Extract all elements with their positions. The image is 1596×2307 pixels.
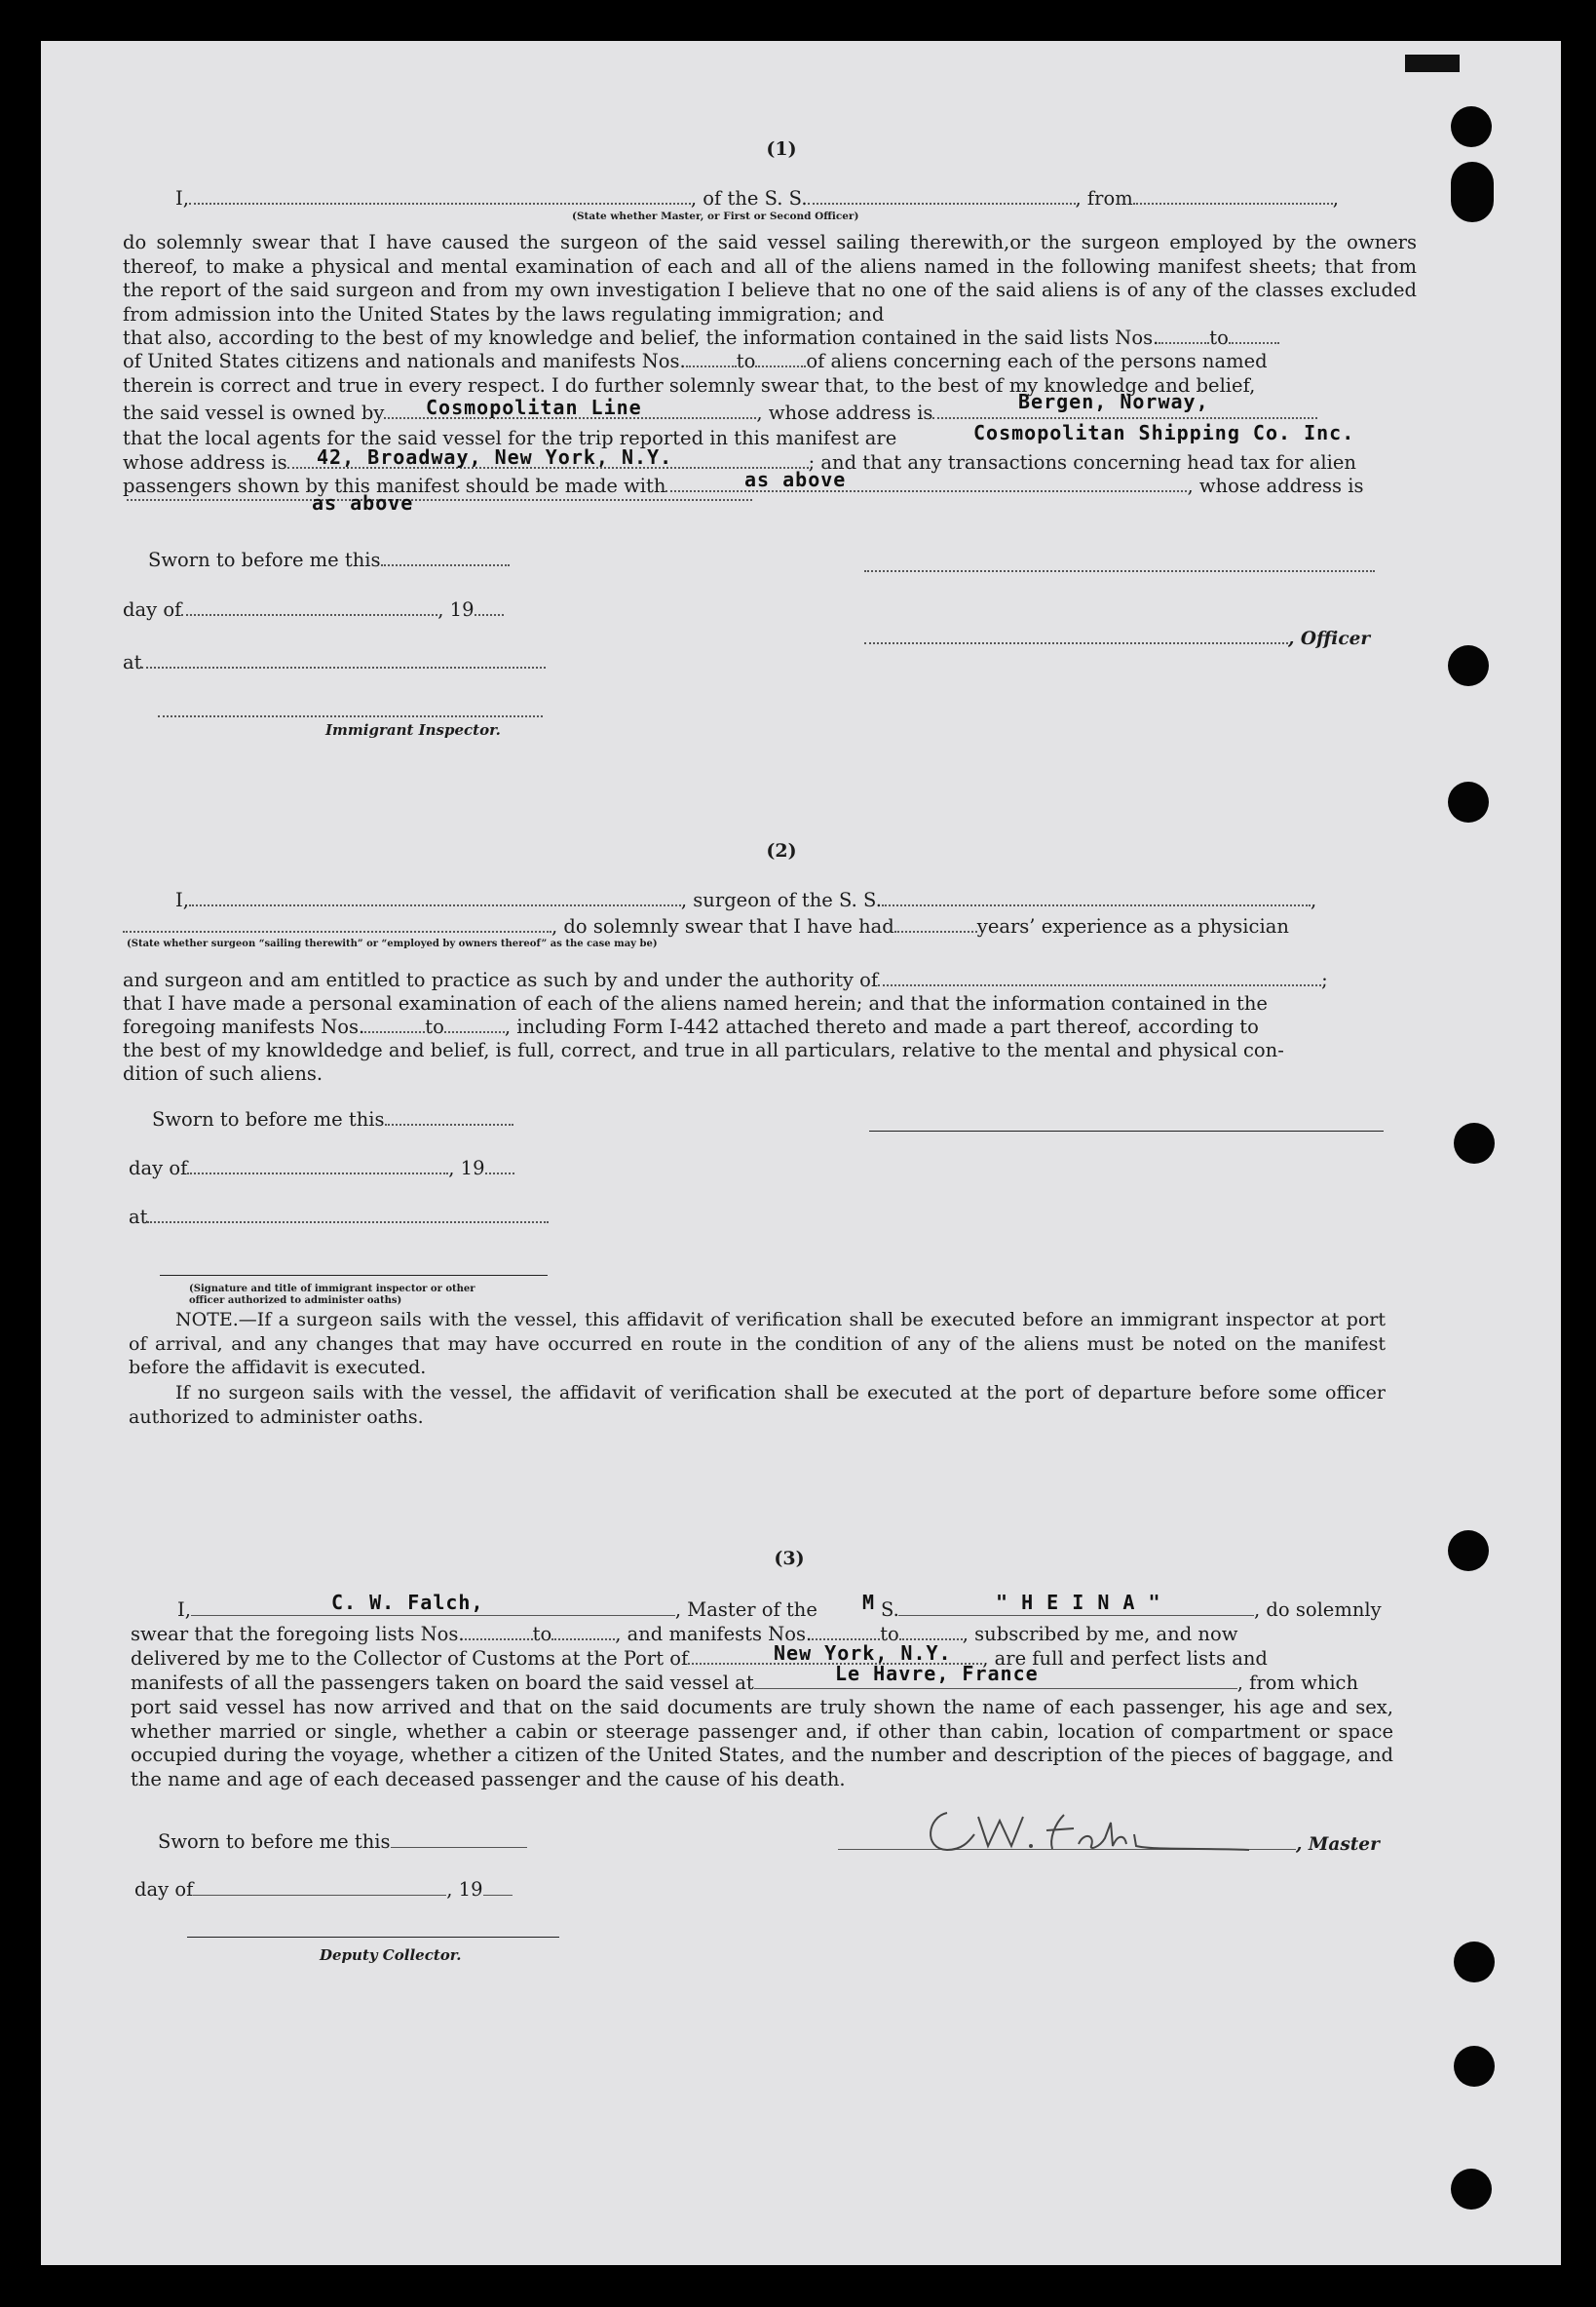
ship-s: S.	[881, 1598, 899, 1621]
s1-at: at	[123, 651, 546, 674]
section-3-number: (3)	[774, 1548, 805, 1569]
s1-agents-line: that the local agents for the said vessel for the trip reported in this manifest are	[123, 427, 897, 449]
s3-body: port said vessel has now arrived and that on the said documents are truly shown the name of each passenger, his age and sex, whether married or single, whether a cabin or steerage passenger and, if other than cabin, location of compartment or space occupied during the voyage, whether a citizen of the United States, and the number and description of the pieces of baggage, and the name and age of each deceased passenger and the cause of his death.	[131, 1696, 1393, 1790]
s2-line-belief: the best of my knowldedge and belief, is full, correct, and true in all particulars, relative to the mental and physical con-	[123, 1039, 1284, 1061]
s1-inspector-label: Immigrant Inspector.	[325, 721, 501, 739]
s1-officer-note: (State whether Master, or First or Second Officer)	[572, 211, 859, 222]
s1-sworn: Sworn to before me this	[148, 549, 510, 572]
s2-line-authority: and surgeon and am entitled to practice as such by and under the authority of ;	[123, 969, 1328, 991]
owner-name: Cosmopolitan Line	[426, 396, 642, 419]
punch-hole	[1448, 1530, 1489, 1571]
ship-prefix: M	[862, 1591, 876, 1614]
s1-passengers-line: passengers shown by this manifest should be made with , whose address is	[123, 475, 1364, 497]
s3-sworn: Sworn to before me this	[158, 1830, 527, 1854]
corner-tab	[1405, 55, 1460, 72]
s3-deputy-line	[187, 1937, 559, 1938]
agents-address: 42, Broadway, New York, N.Y.	[317, 445, 673, 469]
s2-line-swear: , do solemnly swear that I have had years’ experience as a physician	[123, 915, 1289, 939]
punch-hole	[1454, 1942, 1495, 1982]
s2-signature-inspector-line	[160, 1275, 548, 1276]
punch-hole	[1451, 162, 1494, 222]
s2-surgeon-note: (State whether surgeon “sailing therewith” or “employed by owners thereof” as the case may be)	[127, 939, 658, 949]
s1-body: do solemnly swear that I have caused the surgeon of the said vessel sailing therewith,or the surgeon employed by the owners thereof, to make a physical and mental examination of each and all of the aliens named in the following manifest sheets; that from the report of the said surgeon and from my own investigation I believe that no one of the said aliens is of any of the classes excluded from admission into the United States by the laws regulating immigration; and	[123, 231, 1417, 326]
s2-sworn: Sworn to before me this	[152, 1108, 513, 1132]
s1-inspector-line	[158, 715, 543, 717]
punch-hole	[1454, 1123, 1495, 1164]
punch-hole	[1448, 645, 1489, 686]
punch-hole	[1451, 2169, 1492, 2210]
s3-origin-line: manifests of all the passengers taken on board the said vessel at , from which	[131, 1672, 1359, 1694]
s1-officer: , Officer	[864, 627, 1370, 651]
section-1-number: (1)	[766, 138, 797, 160]
punch-hole	[1448, 782, 1489, 823]
manifest-page	[41, 41, 1561, 2265]
s2-line-condition: dition of such aliens.	[123, 1062, 323, 1085]
s2-day: day of , 19	[129, 1157, 514, 1180]
punch-hole	[1454, 2046, 1495, 2087]
s1-signature-line	[864, 570, 1375, 572]
s1-owned-line: the said vessel is owned by , whose address is	[123, 402, 1317, 425]
s2-line-manifests: foregoing manifests Nos. to , including Form I-442 attached thereto and made a part thereof, according to	[123, 1016, 1259, 1038]
master-name: C. W. Falch,	[331, 1591, 484, 1614]
s3-master-signature: , Master	[838, 1832, 1380, 1857]
s3-ship-line: , do solemnly	[898, 1598, 1382, 1622]
s1-line-i: I, , of the S. S. , from ,	[175, 187, 1339, 210]
section-2-number: (2)	[766, 840, 797, 862]
s1-agents-address-line: whose address is ; and that any transactions concerning head tax for alien	[123, 451, 1356, 474]
s2-signature-note: (Signature and title of immigrant inspector or other officer authorized to administer oaths)	[189, 1284, 475, 1306]
s3-line-master: I, , Master of the	[177, 1598, 817, 1621]
master-signature	[918, 1795, 1308, 1864]
headtax-agent: as above	[744, 468, 847, 491]
headtax-address: as above	[312, 491, 414, 515]
departure-port: Le Havre, France	[835, 1662, 1039, 1685]
s1-day: day of , 19	[123, 598, 504, 622]
s1-citizens-line: of United States citizens and nationals and manifests Nos. to of aliens concerning each of the persons named	[123, 350, 1268, 372]
s2-line-i: I, , surgeon of the S. S. ,	[175, 889, 1317, 911]
s2-note-p1: NOTE.—If a surgeon sails with the vessel, this affidavit of verification shall be executed before an immigrant inspector at port of arrival, and any changes that may have occurred en route in the condition of any of the aliens must be noted on the manifest before the affidavit is executed.	[129, 1309, 1386, 1378]
s2-note-p2: If no surgeon sails with the vessel, the affidavit of verification shall be executed at the port of departure before some officer authorized to administer oaths.	[129, 1382, 1386, 1428]
arrival-port: New York, N.Y.	[774, 1641, 952, 1665]
s3-port-line: delivered by me to the Collector of Customs at the Port of , are full and perfect lists and	[131, 1647, 1268, 1670]
headtax-address-line	[127, 499, 752, 501]
s3-lists-line: swear that the foregoing lists Nos. to , and manifests Nos. to , subscribed by me, and now	[131, 1623, 1238, 1645]
s2-signature-line	[869, 1131, 1384, 1132]
s2-at: at	[129, 1206, 549, 1229]
agents-name: Cosmopolitan Shipping Co. Inc.	[973, 421, 1355, 444]
s2-line-exam: that I have made a personal examination of each of the aliens named herein; and that the information contained in the	[123, 992, 1268, 1015]
s3-deputy-label: Deputy Collector.	[320, 1946, 462, 1964]
s1-correct-line: therein is correct and true in every respect. I do further solemnly swear that, to the best of my knowledge and belief,	[123, 374, 1256, 397]
ship-name: " H E I N A "	[996, 1591, 1161, 1614]
s3-day: day of , 19	[134, 1878, 513, 1902]
s1-lists-line: that also, according to the best of my knowledge and belief, the information contained in the said lists Nos. to	[123, 327, 1279, 350]
punch-hole	[1451, 106, 1492, 147]
owner-address: Bergen, Norway,	[1018, 390, 1209, 413]
